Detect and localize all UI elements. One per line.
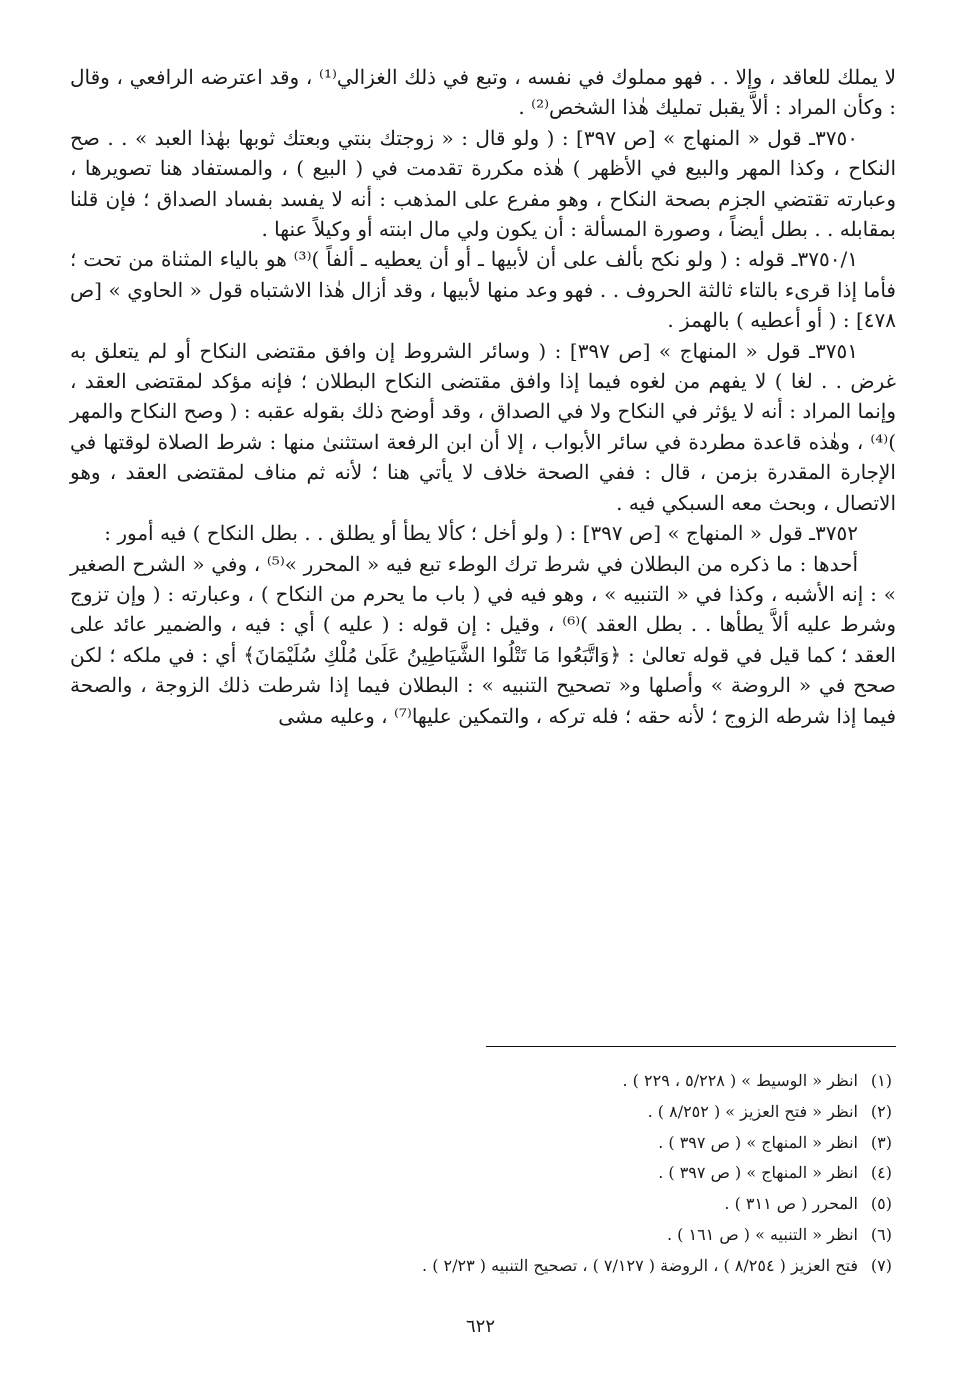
footnote-1 [70,1066,896,1097]
paragraph-3752: ٣٧٥٢ـ قول « المنهاج » [ص ٣٩٧] : ( ولو أخل ؛ كألا يطأ أو يطلق . . بطل النكاح ) فيه أمور : [104,521,858,546]
footnote-number: (٢) [870,1101,892,1121]
paragraph-3750-1: ٣٧٥٠/١ـ قوله : ( ولو نكح بألف على أن لأبيها ـ أو أن يعطيه ـ ألفاً )⁽³⁾ هو بالياء المثناة من تحت ؛ فأما إذا قرىء بالتاء ثالثة الحروف . . فهو وعد منها لأبيها ، وقد أزال هٰذا الاشتباه قول « الحاوي » [ص ٤٧٨] : ( أو أعطيه ) بالهمز . [70,247,896,333]
footnote-number: (٤) [870,1163,892,1183]
footnote-number: (١) [870,1071,892,1090]
page-number: ٦٢٢ [465,1316,495,1337]
footnote-text: انظر « فتح العزيز » ( ٨/٢٥٢ ) . [647,1101,858,1121]
footnote-6 [70,1220,896,1251]
footnote-text: انظر « المنهاج » ( ص ٣٩٧ ) . [658,1132,858,1152]
footnote-number: (٦) [870,1224,892,1244]
footnote-text: المحرر ( ص ٣١١ ) . [724,1194,858,1214]
footnote-number: (٧) [870,1255,892,1275]
footnote-text: انظر « المنهاج » ( ص ٣٩٧ ) . [658,1163,858,1183]
footnote-5 [70,1189,896,1220]
footnote-number: (٥) [870,1194,892,1214]
footnote-2 [70,1097,896,1128]
footnote-text: انظر « الوسيط » ( ٥/٢٢٨ ، ٢٢٩ ) . [622,1071,858,1090]
footnote-4 [70,1158,896,1189]
footnote-3 [70,1128,896,1159]
footnote-divider [486,1046,896,1047]
footnote-7 [70,1251,896,1282]
main-text [70,62,896,731]
paragraph-3750: ٣٧٥٠ـ قول « المنهاج » [ص ٣٩٧] : ( ولو قال : « زوجتك بنتي وبعتك ثوبها بهٰذا العبد » . . صح النكاح ، وكذا المهر والبيع في الأظهر ) هٰذه مكررة تقدمت في ( البيع ) ، والمستفاد هنا تصويرها ، وعبارته تقتضي الجزم بصحة النكاح ، وهو مفرع على المذهب : أنه لا يفسد بفساد الصداق ؛ فإن قلنا بمقابله . . بطل أيضاً ، وصورة المسألة : أن يكون ولي مال ابنته أو وكيلاً عنها . [70,125,896,242]
paragraph-first-issue: أحدها : ما ذكره من البطلان في شرط ترك الوطء تبع فيه « المحرر »⁽⁵⁾ ، وفي « الشرح الصغير » : إنه الأشبه ، وكذا في « التنبيه » ، وهو فيه في ( باب ما يحرم من النكاح ) ، وعبارته : ( وإن تزوج وشرط عليه ألاَّ يطأها . . بطل العقد )⁽⁶⁾ ، وقيل : إن قوله : ( عليه ) أي : فيه ، والضمير عائد على العقد ؛ كما قيل في قوله تعالىٰ : ﴿وَاتَّبَعُوا مَا تَتْلُوا الشَّيَاطِينُ عَلَىٰ مُلْكِ سُلَيْمَانَ﴾ أي : في ملكه ؛ لكن صحح في « الروضة » وأصلها و« تصحيح التنبيه » : البطلان فيما إذا شرطت ذلك الزوجة ، والصحة فيما إذا شرطه الزوج ؛ لأنه حقه ؛ فله تركه ، والتمكين عليها⁽⁷⁾ ، وعليه مشى [70,551,896,728]
footnote-number: (٣) [870,1132,892,1152]
footnote-text: انظر « التنبيه » ( ص ١٦١ ) . [666,1224,858,1244]
footnote-text: فتح العزيز ( ٨/٢٥٤ ) ، الروضة ( ٧/١٢٧ ) ، تصحيح التنبيه ( ٢/٢٣ ) . [422,1255,858,1275]
paragraph-3751: ٣٧٥١ـ قول « المنهاج » [ص ٣٩٧] : ( وسائر الشروط إن وافق مقتضى النكاح أو لم يتعلق به غرض . . لغا ) لا يفهم من لغوه فيما إذا وافق مقتضى النكاح البطلان ؛ فإنه مؤكد لمقتضى العقد ، وإنما المراد : أنه لا يؤثر في النكاح ولا في الصداق ، وقد أوضح ذلك بقوله عقبه : ( وصح النكاح والمهر )⁽⁴⁾ ، وهٰذه قاعدة مطردة في سائر الأبواب ، إلا أن ابن الرفعة استثنىٰ منها : شرط الصلاة لوقتها في الإجارة المقدرة بزمن ، قال : ففي الصحة خلاف لا يأتي هنا ؛ لأنه ثم مناف لمقتضى العقد ، وهو الاتصال ، وبحث معه السبكي فيه . [70,338,896,515]
footnotes [70,1066,896,1282]
paragraph-continuation: لا يملك للعاقد ، وإلا . . فهو مملوك في نفسه ، وتبع في ذلك الغزالي⁽¹⁾ ، وقد اعترضه الرافعي ، وقال : وكأن المراد : ألاَّ يقبل تمليك هٰذا الشخص⁽²⁾ . [70,65,896,120]
